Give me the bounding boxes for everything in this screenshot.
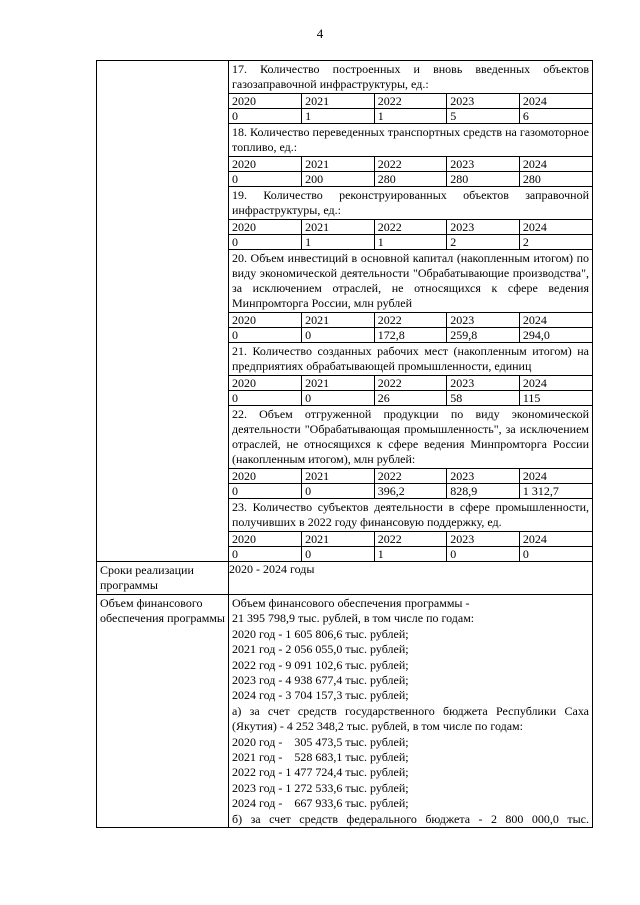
table-row [229,172,592,187]
year-cell: 2022 [374,157,447,172]
year-cell: 2022 [374,220,447,235]
financing-line: 2022 год - 1 477 724,4 тыс. рублей; [232,765,409,780]
program-passport-table [96,60,593,828]
indicator-20 [229,250,592,343]
year-cell: 2023 [447,376,520,391]
value-cell: 280 [447,172,520,187]
value-cell: 1 312,7 [519,484,592,499]
year-cell: 2023 [447,532,520,547]
year-cell: 2023 [447,94,520,109]
timeline-row [97,562,593,595]
indicator-22 [229,406,592,499]
value-cell: 0 [229,391,302,406]
value-cell: 0 [302,484,375,499]
year-cell: 2021 [302,532,375,547]
financing-line: Объем финансового обеспечения программы - [232,596,470,610]
financing-line: 2021 год - 2 056 055,0 тыс. рублей; [232,642,409,657]
year-cell: 2020 [229,532,302,547]
table-row [229,235,592,250]
value-cell: 0 [302,547,375,562]
value-cell: 6 [519,109,592,124]
year-cell: 2023 [447,220,520,235]
value-cell: 1 [374,547,447,562]
indicator-year-table [229,313,592,343]
indicator-year-table [229,157,592,187]
indicator-year-table [229,94,592,124]
value-cell: 280 [374,172,447,187]
value-cell: 26 [374,391,447,406]
value-cell: 0 [522,547,529,561]
indicator-year-table [229,532,592,561]
value-cell: 1 [302,235,375,250]
indicator-21 [229,343,592,406]
value-cell: 294,0 [519,328,592,343]
year-cell: 2021 [302,376,375,391]
financing-line: 2022 год - 9 091 102,6 тыс. рублей; [232,657,409,672]
indicator-year-table [229,376,592,406]
table-row [229,220,592,235]
year-cell: 2023 [447,313,520,328]
value-cell: 280 [519,172,592,187]
financing-line: а) за счет средств государственного бюджета Республики Саха (Якутия) - 4 252 348,2 тыс. рублей, в том числе по годам: [232,703,589,734]
indicator-title: 17. Количество построенных и вновь введенных объектов газозаправочной инфраструктуры, ед.: [229,61,592,94]
indicator-19 [229,187,592,250]
value-cell: 0 [229,547,302,562]
financing-line: 2024 год - 3 704 157,3 тыс. рублей; [232,688,409,703]
table-row [229,376,592,391]
table-row [229,157,592,172]
table-row [229,109,592,124]
table-row [229,532,592,547]
value-cell: 0 [229,172,302,187]
year-cell: 2020 [229,376,302,391]
value-cell: 1 [374,235,447,250]
financing-row [97,595,593,828]
financing-label: Объем финансового обеспечения программы [97,595,229,828]
year-cell: 2024 [519,220,592,235]
table-row [229,94,592,109]
value-cell: 200 [302,172,375,187]
year-cell: 2022 [374,313,447,328]
value-cell: 0 [229,484,302,499]
value-cell: 828,9 [447,484,520,499]
indicators-cell [229,61,593,562]
indicator-title: 18. Количество переведенных транспортных средств на газомоторное топливо, ед.: [229,124,592,157]
value-cell: 0 [229,109,302,124]
year-cell: 2021 [302,469,375,484]
financing-line: 2020 год - 1 605 806,6 тыс. рублей; [232,626,409,641]
value-cell: 2 [447,235,520,250]
indicator-title: 21. Количество созданных рабочих мест (накопленным итогом) на предприятиях обрабатывающей промышленности, единиц [229,343,592,376]
table-row [229,391,592,406]
table-row [229,313,592,328]
financing-line: 2020 год - 305 473,5 тыс. рублей; [232,734,409,749]
year-cell: 2024 [519,469,592,484]
indicator-17 [229,61,592,124]
financing-line: 2023 год - 4 938 677,4 тыс. рублей; [232,673,409,688]
value-cell: 0 [447,547,520,562]
financing-line: б) за счет средств федерального бюджета - 2 800 000,0 тыс. [232,811,589,826]
year-cell: 2022 [374,94,447,109]
table-row [229,469,592,484]
year-cell: 2024 [519,376,592,391]
value-cell: 259,8 [447,328,520,343]
value-cell: 5 [447,109,520,124]
indicators-row [97,61,593,562]
year-cell: 2021 [302,220,375,235]
value-cell: 0 [229,235,302,250]
table-row [229,547,592,562]
indicator-18 [229,124,592,187]
year-cell: 2023 [447,157,520,172]
year-cell: 2022 [374,376,447,391]
indicator-year-table [229,469,592,499]
year-cell: 2024 [519,313,592,328]
indicator-title: 20. Объем инвестиций в основной капитал (накопленным итогом) по виду экономической деятельности "Обрабатывающие производства", за исключением отраслей, не относящихся к сфере ведения Минпромторга России, млн рублей [229,250,592,313]
year-cell: 2024 [519,94,592,109]
value-cell: 0 [302,328,375,343]
indicator-year-table [229,220,592,250]
value-cell: 0 [229,328,302,343]
financing-cell [229,595,593,828]
value-cell: 172,8 [374,328,447,343]
indicators-label-cell [97,61,229,562]
financing-line: 2023 год - 1 272 533,6 тыс. рублей; [232,780,409,795]
year-cell: 2024 [519,532,592,547]
value-cell: 396,2 [374,484,447,499]
table-row [229,484,592,499]
year-cell: 2020 [229,220,302,235]
table-row [229,328,592,343]
year-cell: 2020 [229,469,302,484]
year-cell: 2021 [302,313,375,328]
financing-line: 21 395 798,9 тыс. рублей, в том числе по годам: [232,611,475,626]
indicator-23 [229,499,592,561]
value-cell: 58 [447,391,520,406]
value-cell: 115 [519,391,592,406]
timeline-value: 2020 - 2024 годы [229,562,593,595]
financing-line: 2021 год - 528 683,1 тыс. рублей; [232,750,409,765]
year-cell: 2020 [229,157,302,172]
financing-line: 2024 год - 667 933,6 тыс. рублей; [232,796,409,811]
year-cell: 2021 [302,94,375,109]
value-cell: 1 [374,109,447,124]
value-cell: 2 [519,235,592,250]
year-cell: 2020 [229,313,302,328]
year-cell: 2020 [229,94,302,109]
indicator-title: 23. Количество субъектов деятельности в сфере промышленности, получивших в 2022 году финансовую поддержку, ед. [229,499,592,532]
year-cell: 2022 [374,532,447,547]
year-cell: 2021 [302,157,375,172]
indicator-title: 22. Объем отгруженной продукции по виду экономической деятельности "Обрабатывающая промышленность", за исключением отраслей, не относящихся к сфере ведения Минпромторга России (накопленным итогом), млн рублей: [229,406,592,469]
year-cell: 2024 [519,157,592,172]
page-number: 4 [316,26,324,41]
timeline-label: Сроки реализации программы [97,562,229,595]
value-cell: 1 [302,109,375,124]
indicator-title: 19. Количество реконструированных объектов заправочной инфраструктуры, ед.: [229,187,592,220]
value-cell: 0 [302,391,375,406]
year-cell: 2023 [447,469,520,484]
year-cell: 2022 [374,469,447,484]
